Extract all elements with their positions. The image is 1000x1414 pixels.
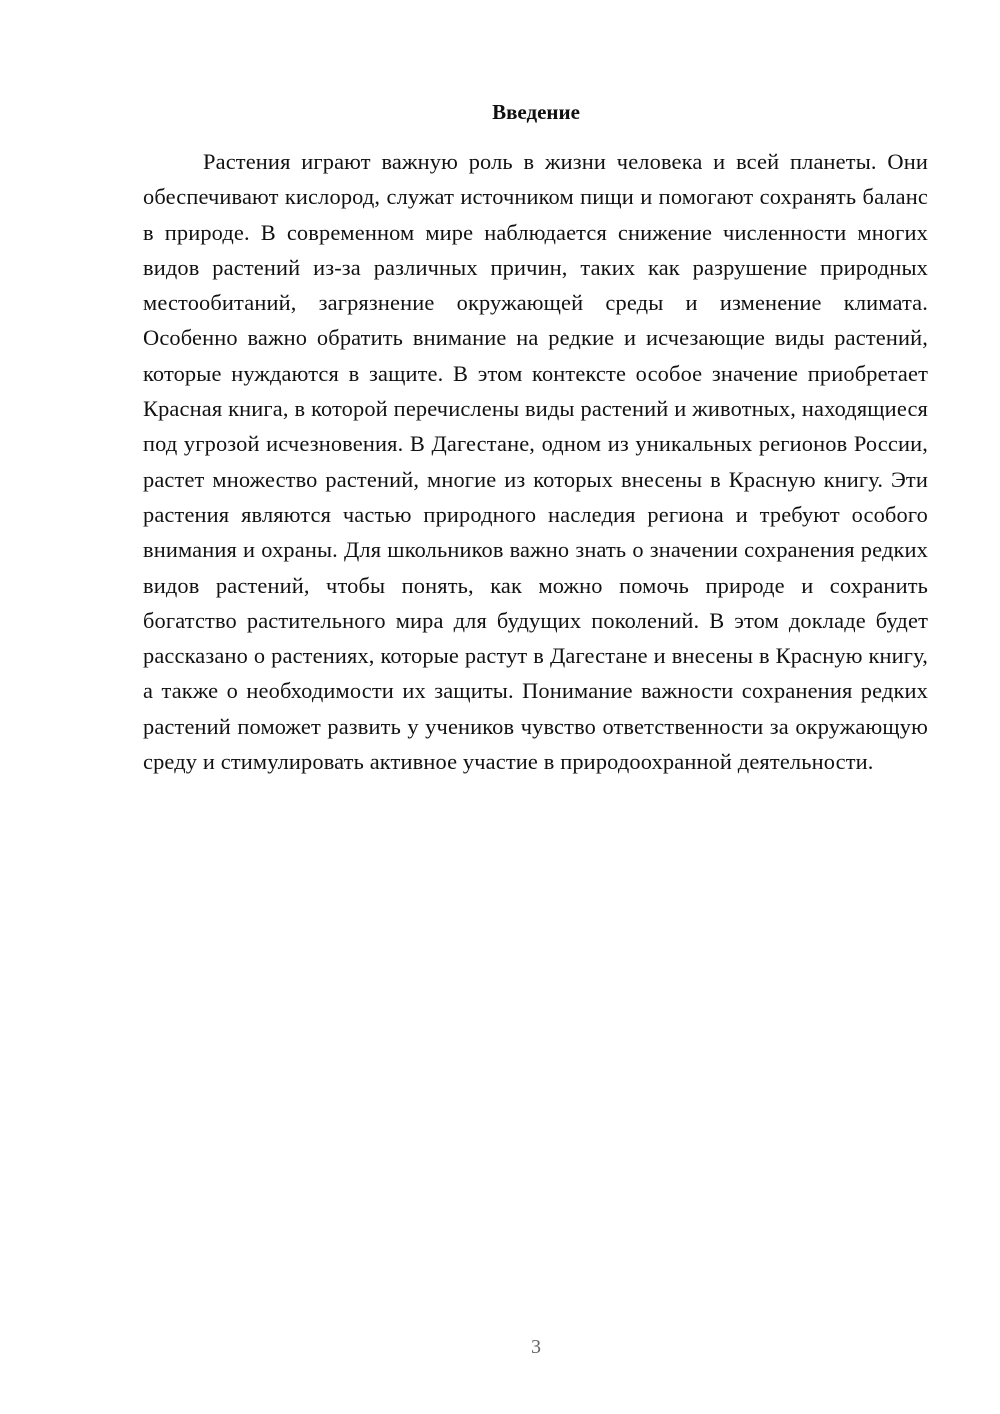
section-heading: Введение xyxy=(492,100,580,124)
page-number: 3 xyxy=(531,1336,541,1358)
body-paragraph: Растения играют важную роль в жизни человека и всей планеты. Они обеспечивают кислород, служат источником пищи и помогают сохранять баланс в природе. В современном мире наблюдается снижение численности многих видов растений из-за различных причин, таких как разрушение природных местообитаний, загрязнение окружающей среды и изменение климата. Особенно важно обратить внимание на редкие и исчезающие виды растений, которые нуждаются в защите. В этом контексте особое значение приобретает Красная книга, в которой перечислены виды растений и животных, находящиеся под угрозой исчезновения. В Дагестане, одном из уникальных регионов России, растет множество растений, многие из которых внесены в Красную книгу. Эти растения являются частью природного наследия региона и требуют особого внимания и охраны. Для школьников важно знать о значении сохранения редких видов растений, чтобы понять, как можно помочь природе и сохранить богатство растительного мира для будущих поколений. В этом докладе будет рассказано о растениях, которые растут в Дагестане и внесены в Красную книгу, а также о необходимости их защиты. Понимание важности сохранения редких растений поможет развить у учеников чувство ответственности за окружающую среду и стимулировать активное участие в природоохранной деятельности. xyxy=(143,149,928,775)
